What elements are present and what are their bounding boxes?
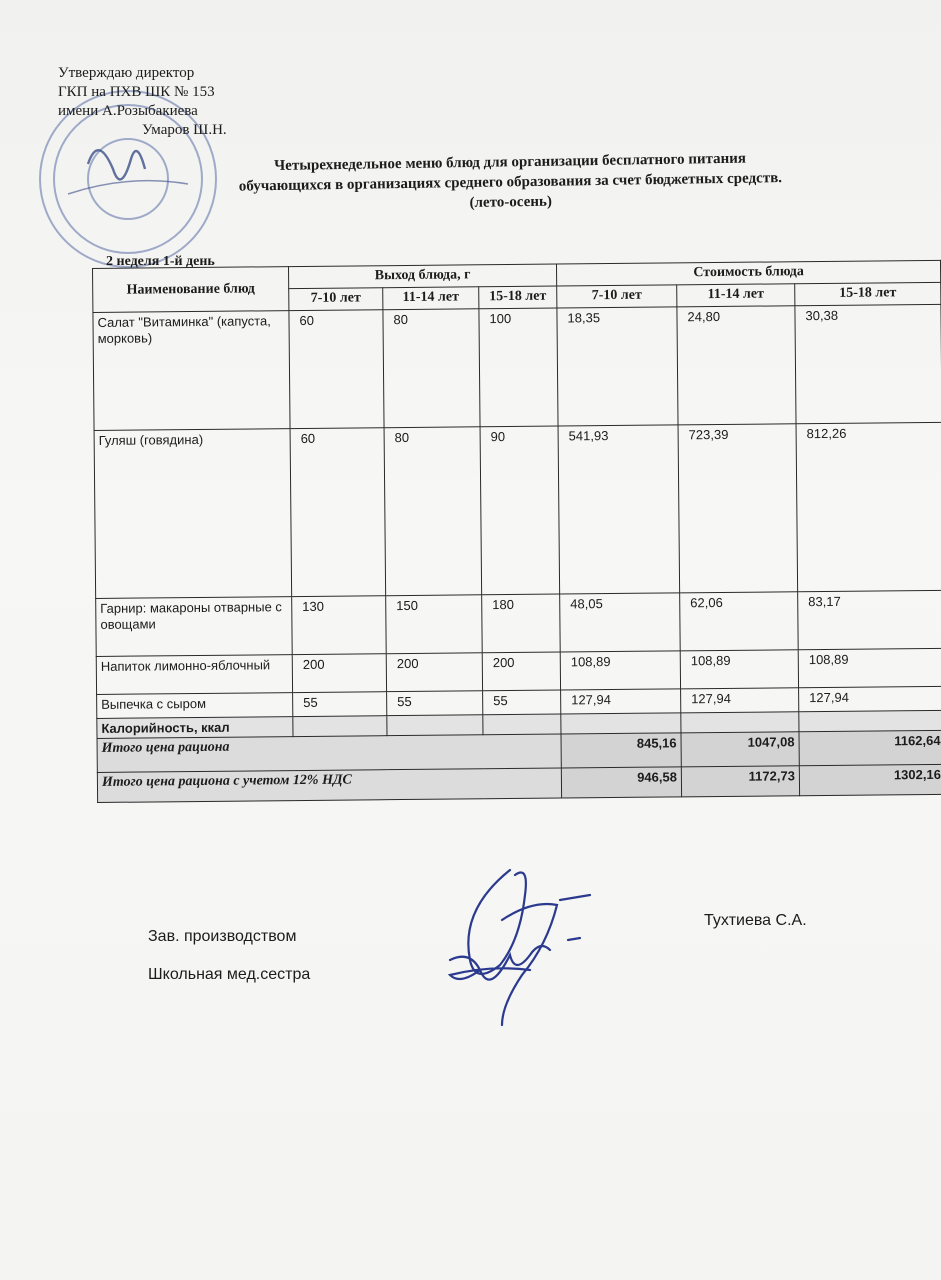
title-line-3: (лето-осень) <box>469 193 553 211</box>
table-row <box>93 304 941 430</box>
table-cell: 30,38 <box>795 304 941 423</box>
document-title <box>150 147 871 218</box>
approval-line-4: Умаров Ш.Н. <box>142 122 227 138</box>
table-cell: 200 <box>386 653 482 692</box>
table-cell: 108,89 <box>680 650 798 689</box>
header-cost: Стоимость блюда <box>556 260 940 286</box>
table-cell: 108,89 <box>798 648 941 687</box>
age-header: 15-18 лет <box>479 286 557 309</box>
table-cell: 60 <box>290 428 386 597</box>
dish-name: Напиток лимонно-яблочный <box>96 655 292 695</box>
table-cell: 130 <box>292 596 387 655</box>
approval-line-2: ГКП на ПХВ ШК № 153 <box>58 84 215 100</box>
age-header: 11-14 лет <box>677 284 795 307</box>
table-cell <box>561 713 681 734</box>
title-line-2: обучающихся в организациях среднего образования за счет бюджетных средств. <box>238 170 783 195</box>
table-cell: 723,39 <box>678 424 798 593</box>
menu-table <box>92 260 941 803</box>
calories-label: Калорийность, ккал <box>97 717 293 739</box>
approval-block <box>58 64 227 140</box>
dish-name: Салат "Витаминка" (капуста, морковь) <box>93 311 290 431</box>
table-cell: 18,35 <box>557 307 678 426</box>
menu-table-wrapper <box>92 260 941 803</box>
table-cell: 108,89 <box>560 651 680 690</box>
table-cell <box>293 716 387 737</box>
table-cell: 127,94 <box>799 686 941 711</box>
table-cell: 83,17 <box>798 590 941 649</box>
dish-name: Гарнир: макароны отварные с овощами <box>96 597 293 657</box>
title-line-1: Четырехнедельное меню блюд для организации бесплатного питания <box>274 150 747 175</box>
table-cell: 180 <box>482 594 561 653</box>
total-vat-value: 1172,73 <box>681 766 799 797</box>
table-cell: 90 <box>480 426 560 595</box>
approval-line-1: Утверждаю директор <box>58 65 195 81</box>
table-cell <box>483 714 561 735</box>
header-dish-name: Наименование блюд <box>93 267 289 313</box>
table-cell: 48,05 <box>560 593 681 652</box>
table-row <box>96 590 941 656</box>
table-cell <box>387 715 483 736</box>
age-header: 7-10 лет <box>557 285 677 308</box>
table-cell: 55 <box>483 690 561 715</box>
table-cell: 812,26 <box>796 422 941 591</box>
signatory-name: Тухтиева С.А. <box>704 912 807 929</box>
age-header: 11-14 лет <box>383 287 479 310</box>
age-header: 15-18 лет <box>795 282 941 305</box>
table-cell: 62,06 <box>680 592 799 651</box>
table-cell: 100 <box>479 308 558 427</box>
table-row <box>94 422 941 598</box>
table-cell: 150 <box>386 595 483 654</box>
total-value: 1047,08 <box>681 732 799 767</box>
total-label: Итого цена рациона <box>97 734 561 772</box>
table-cell: 541,93 <box>558 425 680 594</box>
table-cell: 200 <box>482 652 560 691</box>
header-yield: Выход блюда, г <box>288 264 556 289</box>
table-cell: 200 <box>292 654 386 693</box>
production-head-label: Зав. производством <box>148 928 297 945</box>
table-cell: 127,94 <box>681 688 799 713</box>
total-value: 1162,64 <box>799 730 941 765</box>
dish-name: Гуляш (говядина) <box>94 429 292 599</box>
table-cell: 55 <box>387 691 483 716</box>
nurse-label: Школьная мед.сестра <box>148 966 311 983</box>
table-cell: 127,94 <box>561 689 681 714</box>
total-value: 845,16 <box>561 733 681 768</box>
total-vat-label: Итого цена рациона с учетом 12% НДС <box>97 768 561 802</box>
week-label: 2 неделя 1-й день <box>106 254 215 269</box>
table-cell <box>681 712 799 733</box>
table-cell <box>799 710 941 731</box>
table-cell: 55 <box>293 692 387 717</box>
table-cell: 80 <box>383 309 480 428</box>
total-vat-value: 1302,16 <box>799 764 941 795</box>
dish-name: Выпечка с сыром <box>97 693 293 719</box>
table-cell: 24,80 <box>677 306 796 425</box>
table-cell: 80 <box>384 427 482 596</box>
age-header: 7-10 лет <box>289 288 383 311</box>
handwritten-signature <box>440 860 600 1030</box>
table-cell: 60 <box>289 310 384 429</box>
total-vat-value: 946,58 <box>561 767 681 798</box>
approval-line-3: имени А.Розыбакиева <box>58 103 198 119</box>
